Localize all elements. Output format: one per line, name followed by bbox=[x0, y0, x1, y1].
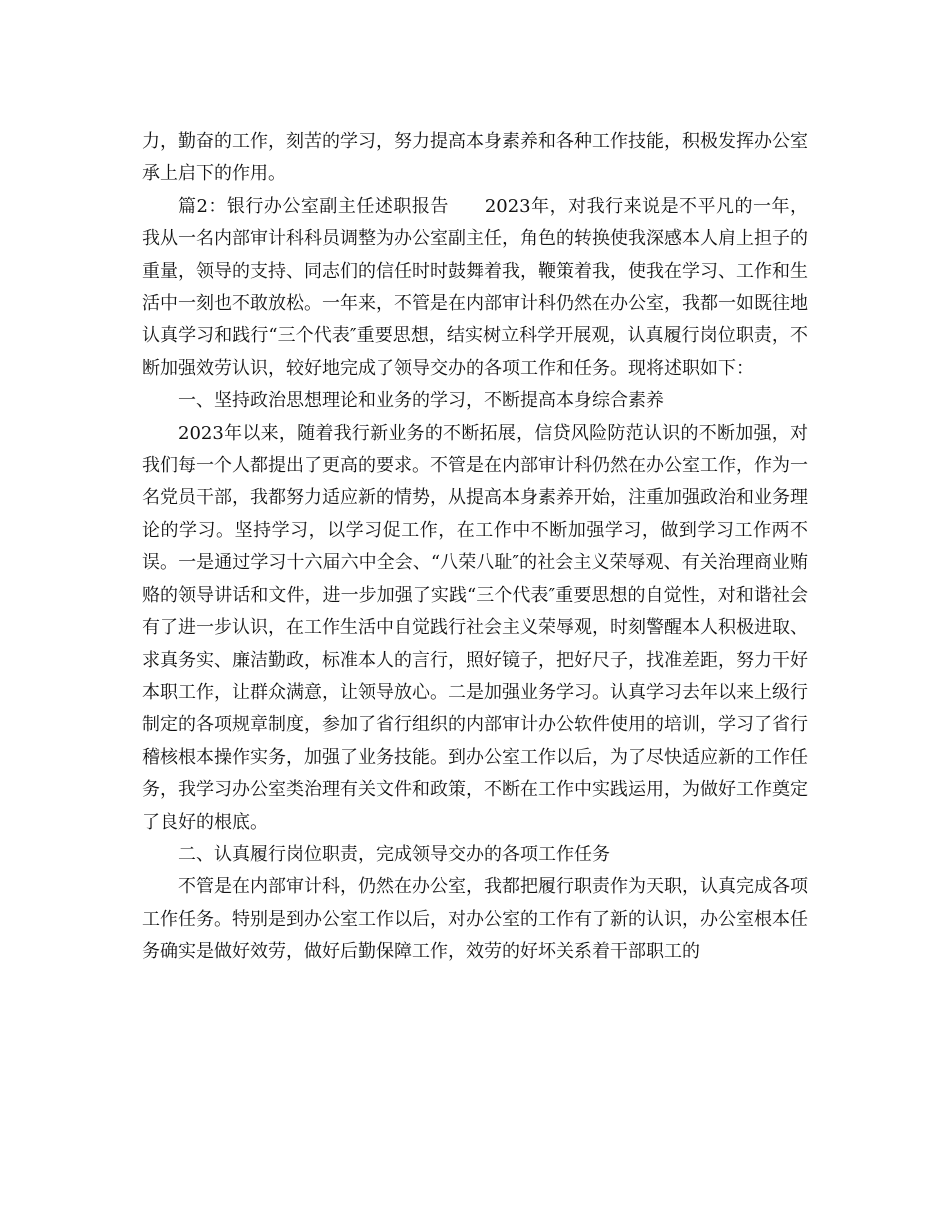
report-heading: 篇2：银行办公室副主任述职报告 bbox=[178, 195, 449, 217]
paragraph-text: 2023年，对我行来说是不平凡的一年，我从一名内部审计科科员调整为办公室副主任，角色的转换使我深感本人肩上担子的重量，领导的支持、同志们的信任时时鼓舞着我，鞭策着我，使我在学习、工作和生活中一刻也不敢放松。一年来，不管是在内部审计科仍然在办公室，我都一如既往地认真学习和践行“三个代表″重要思想，结实树立科学开展观，认真履行岗位职责，不断加强效劳认识，较好地完成了领导交办的各项工作和任务。现将述职如下： bbox=[142, 195, 809, 379]
paragraph-report-intro bbox=[142, 191, 808, 385]
document-body bbox=[142, 126, 808, 969]
section-heading-2 bbox=[142, 839, 808, 871]
paragraph-duties bbox=[142, 871, 808, 968]
paragraph-continuation bbox=[142, 126, 808, 191]
section-heading-text: 二、认真履行岗位职责，完成领导交办的各项工作任务 bbox=[178, 843, 610, 865]
section-heading-1 bbox=[142, 385, 808, 417]
paragraph-text: 力，勤奋的工作，刻苦的学习，努力提高本身素养和各种工作技能，积极发挥办公室承上启下的作用。 bbox=[142, 131, 808, 185]
section-heading-text: 一、坚持政治思想理论和业务的学习，不断提高本身综合素养 bbox=[178, 390, 664, 412]
paragraph-text: 2023年以来，随着我行新业务的不断拓展，信贷风险防范认识的不断加强，对我们每一个人都提出了更高的要求。不管是在内部审计科仍然在办公室工作，作为一名党员干部，我都努力适应新的情势，从提高本身素养开始，注重加强政治和业务理论的学习。坚持学习，以学习促工作，在工作中不断加强学习，做到学习工作两不误。一是通过学习十六届六中全会、“八荣八耻″的社会主义荣辱观、有关治理商业贿赂的领导讲话和文件，进一步加强了实践“三个代表″重要思想的自觉性，对和谐社会有了进一步认识，在工作生活中自觉践行社会主义荣辱观，时刻警醒本人积极进取、求真务实、廉洁勤政，标准本人的言行，照好镜子，把好尺子，找准差距，努力干好本职工作，让群众满意，让领导放心。二是加强业务学习。认真学习去年以来上级行制定的各项规章制度，参加了省行组织的内部审计办公软件使用的培训，学习了省行稽核根本操作实务，加强了业务技能。到办公室工作以后，为了尽快适应新的工作任务，我学习办公室类治理有关文件和政策，不断在工作中实践运用，为做好工作奠定了良好的根底。 bbox=[142, 422, 808, 833]
paragraph-study bbox=[142, 418, 808, 839]
paragraph-text: 不管是在内部审计科，仍然在办公室，我都把履行职责作为天职，认真完成各项工作任务。特别是到办公室工作以后，对办公室的工作有了新的认识，办公室根本任务确实是做好效劳，做好后勤保障工作，效劳的好坏关系着干部职工的 bbox=[142, 876, 808, 963]
